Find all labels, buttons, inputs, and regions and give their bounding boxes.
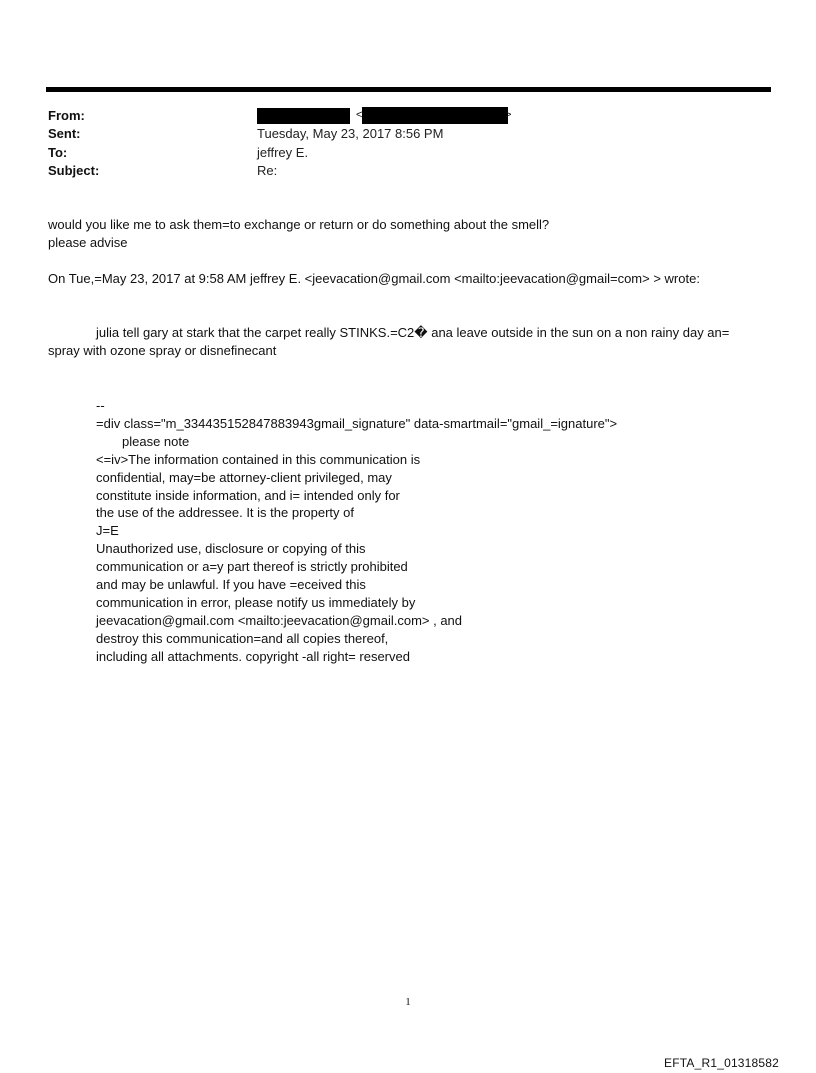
sent-label: Sent:: [48, 126, 81, 141]
subject-value: Re:: [257, 163, 278, 178]
signature-div-line: =div class="m_334435152847883943gmail_signature" data-smartmail="gmail_=ignature">: [96, 415, 618, 431]
signature-line: destroy this communication=and all copies thereof,: [96, 630, 389, 646]
signature-line: and may be unlawful. If you have =eceived this: [96, 577, 366, 593]
page-number: 1: [405, 996, 411, 1008]
signature-line: J=E: [96, 523, 119, 539]
signature-line: the use of the addressee. It is the property of: [96, 505, 354, 521]
header-rule: [46, 87, 771, 92]
signature-line: including all attachments. copyright -all right= reserved: [96, 648, 410, 664]
signature-line: confidential, may=be attorney-client privileged, may: [96, 469, 392, 485]
redacted-sender-name: [257, 108, 350, 124]
body-line-2: please advise: [48, 235, 128, 250]
to-label: To:: [48, 145, 68, 160]
quoted-line-2: spray with ozone spray or disnefinecant: [48, 343, 277, 358]
signature-line: constitute inside information, and i= intended only for: [96, 487, 400, 503]
signature-line: jeevacation@gmail.com <mailto:jeevacation@gmail.com> , and: [96, 612, 463, 628]
to-value: jeffrey E.: [257, 145, 309, 160]
subject-label: Subject:: [48, 163, 100, 178]
signature-line: communication in error, please notify us immediately by: [96, 594, 416, 610]
body-line-1: would you like me to ask them=to exchange or return or do something about the smell?: [48, 217, 550, 232]
signature-line: communication or a=y part thereof is strictly prohibited: [96, 559, 408, 575]
redacted-sender-email: [362, 107, 508, 124]
signature-dashes: --: [96, 398, 105, 413]
sender-email-open-bracket: <: [356, 109, 363, 121]
from-label: From:: [48, 108, 85, 123]
document-id: EFTA_R1_01318582: [664, 1056, 780, 1070]
sender-email-close-bracket: >: [505, 109, 512, 121]
sent-value: Tuesday, May 23, 2017 8:56 PM: [257, 126, 444, 141]
signature-line: Unauthorized use, disclosure or copying of this: [96, 541, 366, 557]
quoted-line-1: julia tell gary at stark that the carpet really STINKS.=C2� ana leave outside in the sun on a non rainy day an=: [96, 325, 730, 340]
quote-intro: On Tue,=May 23, 2017 at 9:58 AM jeffrey E. <jeevacation@gmail.com <mailto:jeevacation@gmail=com> > wrote:: [48, 271, 700, 286]
signature-line: <=iv>The information contained in this communication is: [96, 451, 421, 467]
signature-please-note: please note: [122, 433, 190, 449]
signature-block: [96, 397, 617, 666]
